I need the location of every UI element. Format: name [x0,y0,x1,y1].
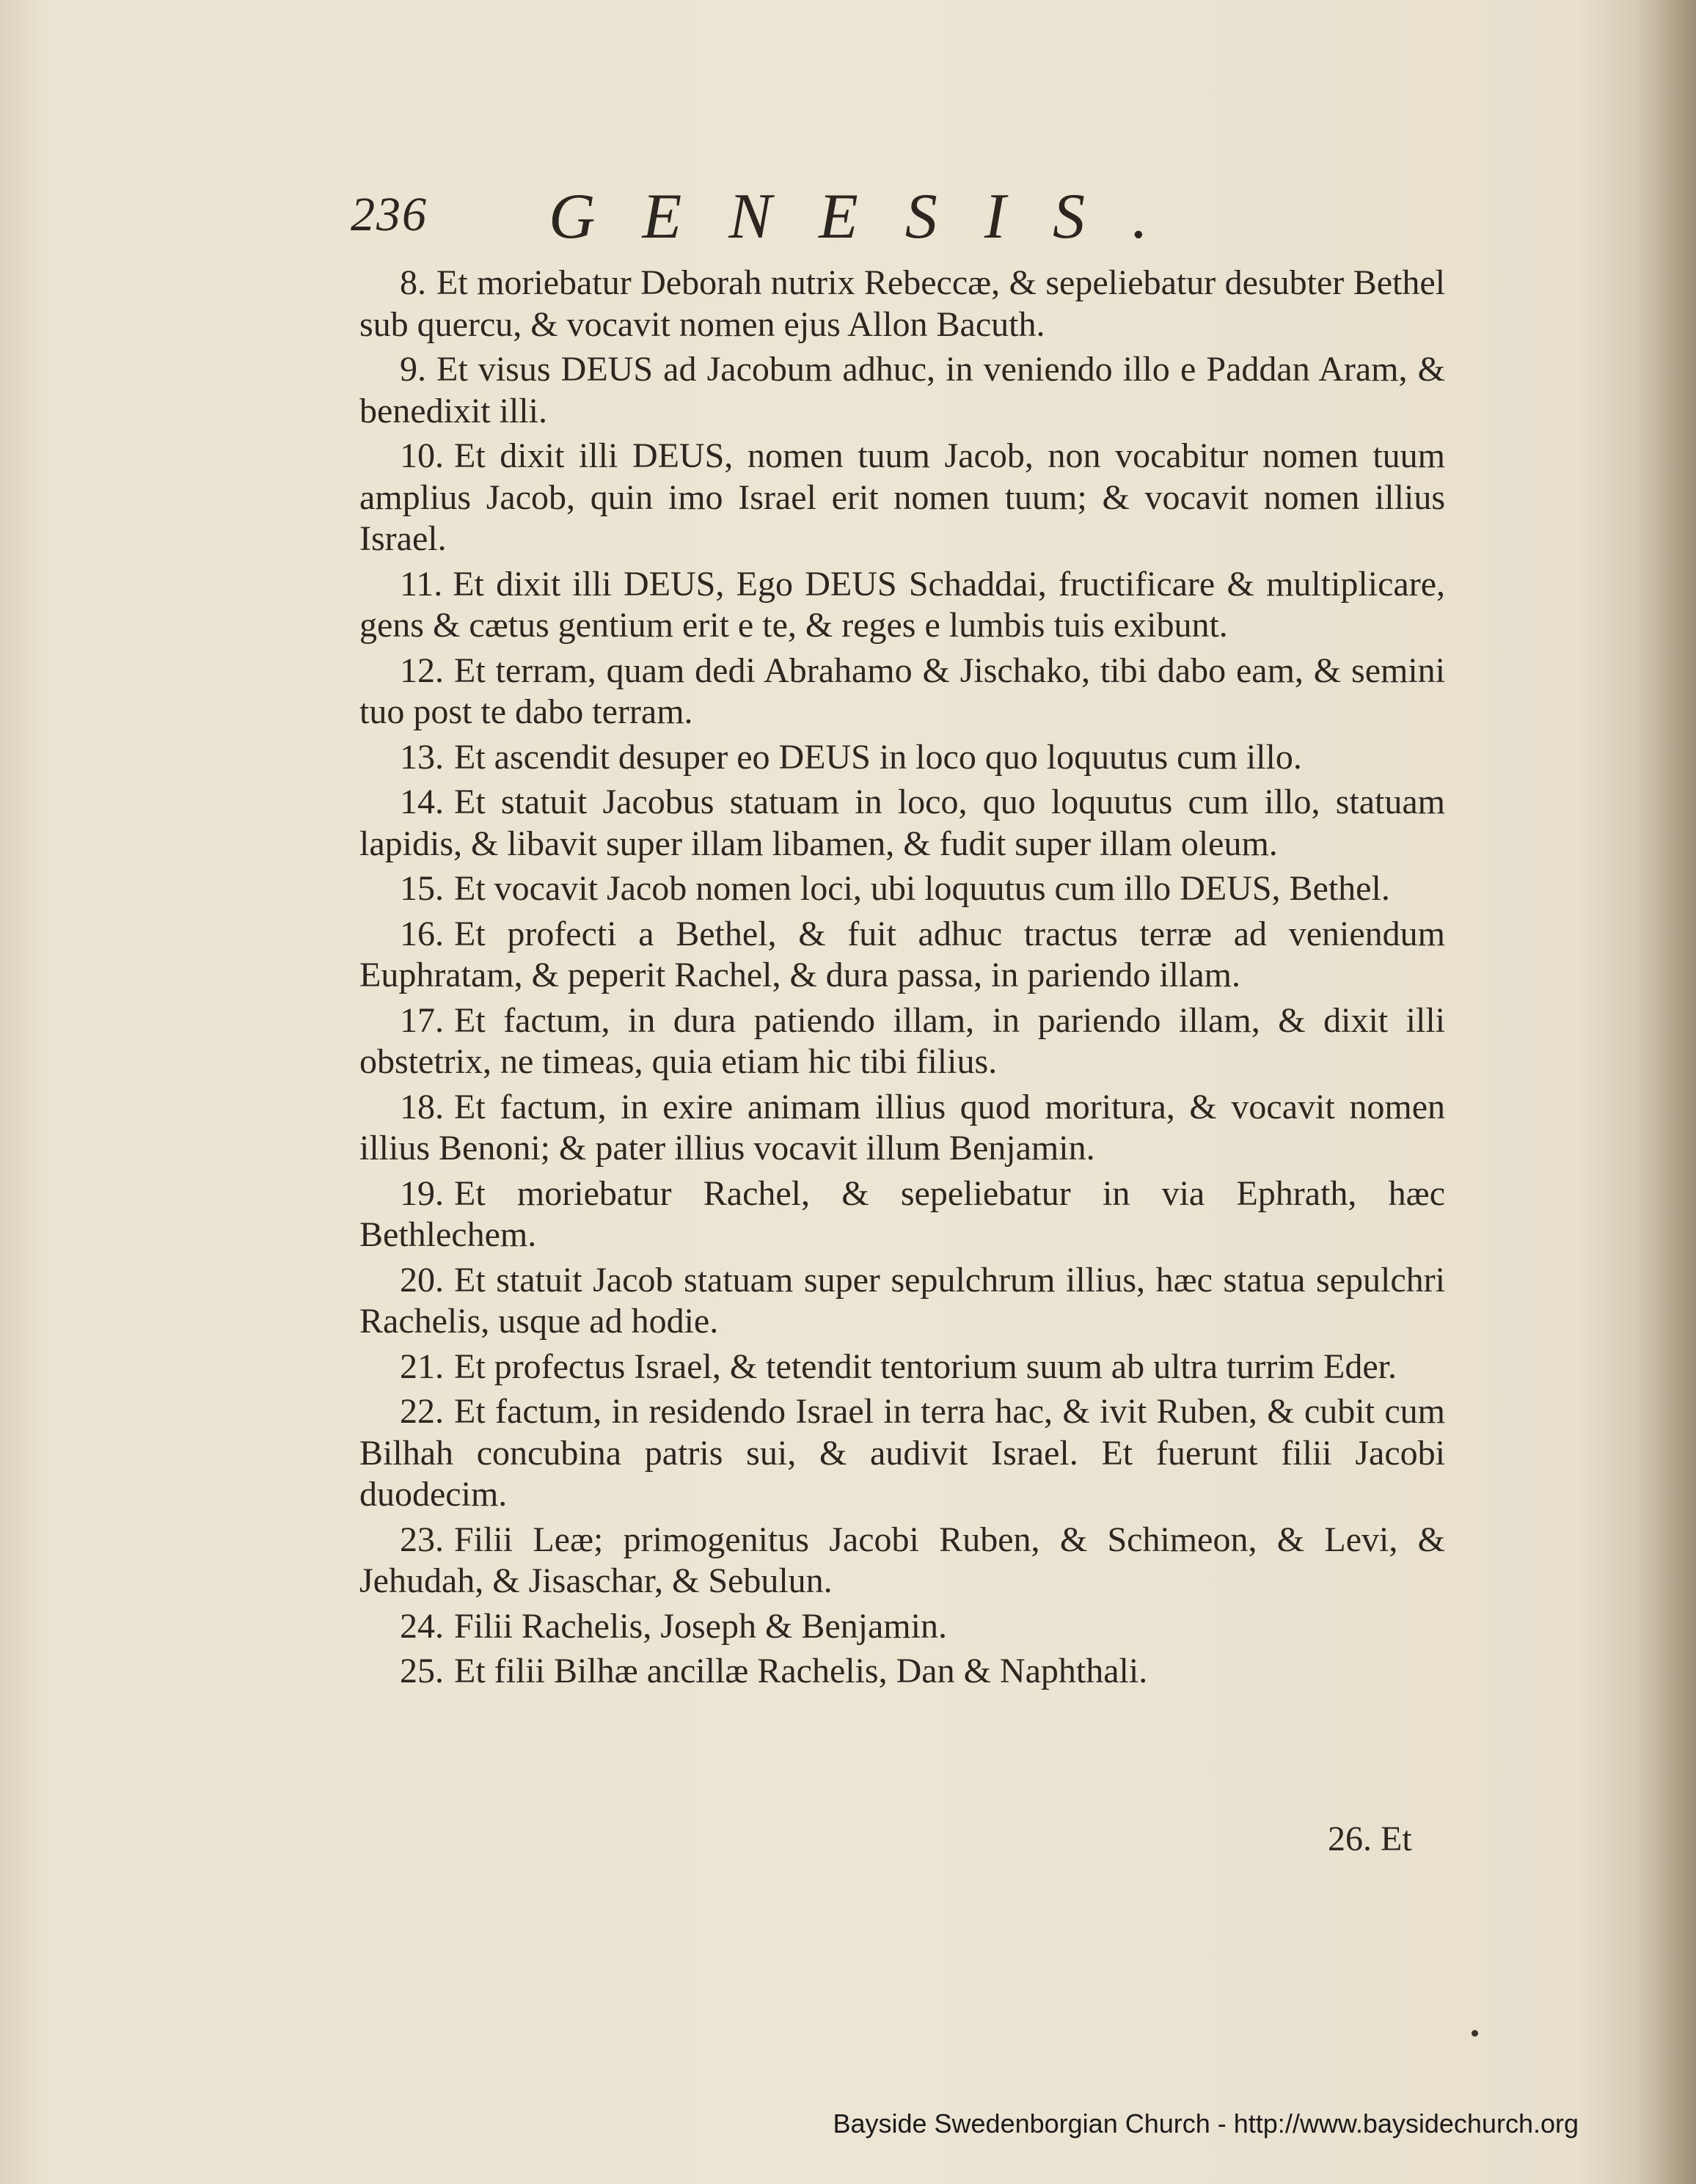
verse-17 [359,1000,1445,1083]
verse-text: Et moriebatur Deborah nutrix Rebeccæ, & sepeliebatur desubter Bethel sub quercu, & vocavit nomen ejus Allon Bacuth. [359,263,1445,344]
verse-text: Et moriebatur Rachel, & sepeliebatur in via Ephrath, hæc Bethlechem. [359,1173,1445,1254]
ink-spot [1472,2030,1478,2037]
verse-number: 21. [400,1346,444,1386]
verse-number: 17. [400,1000,444,1040]
verse-number: 23. [400,1520,444,1559]
verse-text: Et profectus Israel, & tetendit tentorium suum ab ultra turrim Eder. [454,1346,1397,1386]
verse-15 [359,868,1445,910]
book-title: GENESIS. [549,181,1196,252]
verse-text: Et factum, in residendo Israel in terra hac, & ivit Ruben, & cubit cum Bilhah concubina patris sui, & audivit Israel. Et fuerunt filii Jacobi duodecim. [359,1392,1445,1514]
verse-25 [359,1651,1445,1693]
verse-text: Et profecti a Bethel, & fuit adhuc tractus terræ ad veniendum Euphratam, & peperit Rachel, & dura passa, in pariendo illam. [359,914,1445,994]
verse-9 [359,349,1445,432]
verse-number: 20. [400,1260,444,1300]
verse-13 [359,737,1445,779]
verse-14 [359,782,1445,865]
footer-credit: Bayside Swedenborgian Church - http://www.baysidechurch.org [833,2108,1579,2139]
verse-24 [359,1606,1445,1648]
verse-number: 8. [400,263,426,302]
page-gutter-shadow [1637,0,1696,2184]
verse-text: Et vocavit Jacob nomen loci, ubi loquutus cum illo DEUS, Bethel. [454,869,1390,908]
verse-text: Et filii Bilhæ ancillæ Rachelis, Dan & Naphthali. [454,1652,1148,1690]
verse-text: Et factum, in exire animam illius quod moritura, & vocavit nomen illius Benoni; & pater illius vocavit illum Benjamin. [359,1087,1445,1168]
verse-20 [359,1260,1445,1343]
verse-11 [359,564,1445,647]
verse-number: 9. [400,350,426,389]
verse-text: Et ascendit desuper eo DEUS in loco quo loquutus cum illo. [454,737,1302,777]
verse-number: 18. [400,1087,444,1126]
verse-23 [359,1520,1445,1602]
verse-number: 12. [400,651,444,690]
verse-21 [359,1346,1445,1388]
verse-number: 11. [400,564,443,604]
verse-text: Et visus DEUS ad Jacobum adhuc, in veniendo illo e Paddan Aram, & benedixit illi. [359,350,1445,430]
verse-number: 14. [400,783,444,821]
verse-22 [359,1391,1445,1516]
verse-text: Et statuit Jacob statuam super sepulchrum illius, hæc statua sepulchri Rachelis, usque ad hodie. [359,1260,1445,1341]
verse-number: 19. [400,1173,444,1213]
verse-text: Et factum, in dura patiendo illam, in pariendo illam, & dixit illi obstetrix, ne timeas, quia etiam hic tibi filius. [359,1000,1445,1081]
verse-number: 16. [400,914,444,953]
verse-number: 24. [400,1606,444,1646]
verse-number: 13. [400,737,444,777]
catchword: 26. Et [1328,1820,1412,1858]
verse-19 [359,1173,1445,1256]
verse-text: Et terram, quam dedi Abrahamo & Jischako, tibi dabo eam, & semini tuo post te dabo terram. [359,651,1445,731]
verse-8 [359,263,1445,345]
page-number: 236 [351,188,428,241]
verse-10 [359,436,1445,560]
verse-number: 22. [400,1392,444,1431]
verse-text: Et statuit Jacobus statuam in loco, quo loquutus cum illo, statuam lapidis, & libavit super illam libamen, & fudit super illam oleum. [359,783,1445,863]
verse-list [359,263,1445,1696]
verse-text: Filii Rachelis, Joseph & Benjamin. [454,1606,947,1646]
verse-18 [359,1087,1445,1170]
verse-16 [359,914,1445,997]
verse-number: 25. [400,1652,444,1690]
verse-text: Filii Leæ; primogenitus Jacobi Ruben, & Schimeon, & Levi, & Jehudah, & Jisaschar, & Sebulun. [359,1520,1445,1600]
verse-text: Et dixit illi DEUS, nomen tuum Jacob, non vocabitur nomen tuum amplius Jacob, quin imo Israel erit nomen tuum; & vocavit nomen illius Israel. [359,436,1445,558]
verse-number: 10. [400,436,444,475]
verse-text: Et dixit illi DEUS, Ego DEUS Schaddai, fructificare & multiplicare, gens & cætus gentium erit e te, & reges e lumbis tuis exibunt. [359,564,1445,645]
running-head [351,180,1466,260]
verse-12 [359,651,1445,733]
verse-number: 15. [400,869,444,908]
